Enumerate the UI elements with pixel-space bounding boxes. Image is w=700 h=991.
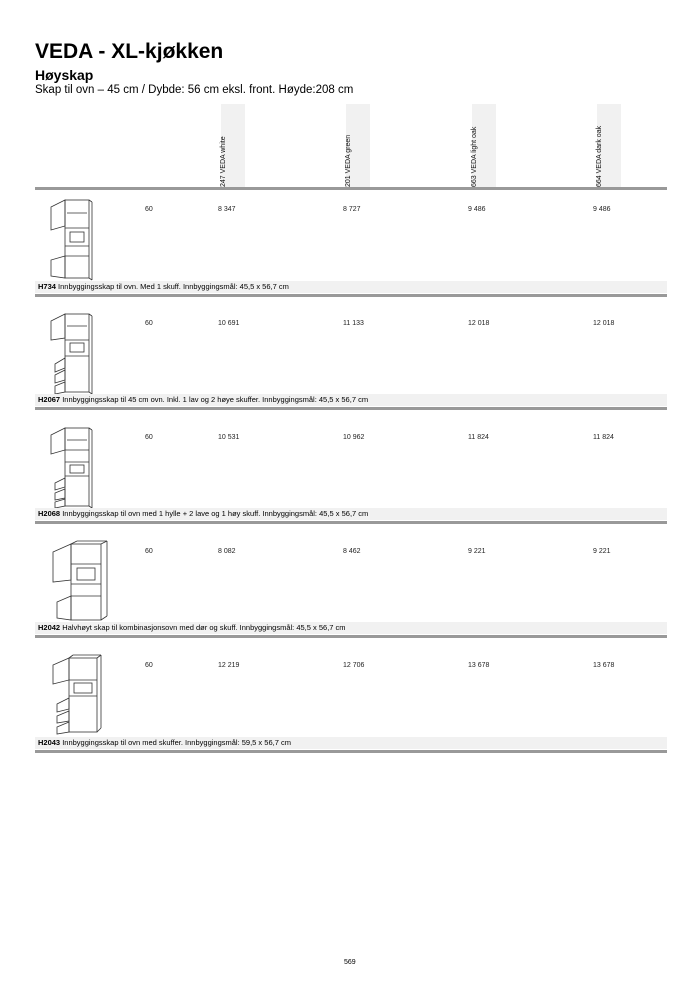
product-name [38, 281, 289, 293]
width-value: 60 [145, 548, 153, 555]
product-name-bar [35, 394, 667, 406]
row-divider [35, 407, 667, 410]
column-header-label: 201 VEDA green [345, 134, 352, 187]
width-value: 60 [145, 662, 153, 669]
product-description: Innbyggingsskap til ovn med skuffer. Innbyggingsmål: 59,5 x 56,7 cm [62, 738, 291, 747]
price-light-oak: 9 486 [468, 206, 486, 213]
row-divider [35, 750, 667, 753]
product-row [35, 190, 667, 298]
row-divider [35, 294, 667, 297]
price-white: 8 347 [218, 206, 236, 213]
price-dark-oak: 13 678 [593, 662, 615, 669]
product-name [38, 508, 368, 520]
price-dark-oak: 12 018 [593, 320, 615, 327]
page-title: VEDA - XL-kjøkken [35, 40, 224, 63]
price-dark-oak: 9 221 [593, 548, 611, 555]
price-light-oak: 13 678 [468, 662, 490, 669]
product-code: H2043 [38, 738, 61, 747]
price-light-oak: 12 018 [468, 320, 490, 327]
product-name-bar [35, 622, 667, 634]
product-code: H2067 [38, 395, 61, 404]
product-row [35, 418, 667, 526]
price-green: 8 727 [343, 206, 361, 213]
product-name [38, 737, 291, 749]
tall-oven-cabinet-1-drawer-icon [47, 198, 93, 282]
price-green: 12 706 [343, 662, 365, 669]
product-code: H2068 [38, 509, 61, 518]
column-header-label: 247 VEDA white [220, 136, 227, 187]
product-name-bar [35, 281, 667, 293]
section-subtitle: Høyskap [35, 67, 94, 83]
price-white: 10 691 [218, 320, 240, 327]
tall-oven-cabinet-3-drawers-icon [47, 312, 93, 396]
product-code: H734 [38, 282, 56, 291]
product-row [35, 646, 667, 754]
tall-oven-cabinet-drawers-icon [47, 652, 103, 736]
product-name [38, 622, 346, 634]
column-header-label: 664 VEDA dark oak [596, 125, 603, 187]
half-high-combi-oven-cabinet-icon [47, 538, 111, 624]
width-value: 60 [145, 434, 153, 441]
product-name-bar [35, 508, 667, 520]
product-name [38, 394, 368, 406]
price-green: 11 133 [343, 320, 364, 327]
tall-oven-cabinet-shelf-drawers-icon [47, 426, 93, 510]
row-divider [35, 635, 667, 638]
price-dark-oak: 9 486 [593, 206, 611, 213]
width-value: 60 [145, 320, 153, 327]
product-row [35, 532, 667, 640]
product-description: Halvhøyt skap til kombinasjonsovn med dør og skuff. Innbyggingsmål: 45,5 x 56,7 cm [62, 623, 346, 632]
row-divider [35, 521, 667, 524]
width-value: 60 [145, 206, 153, 213]
price-dark-oak: 11 824 [593, 434, 614, 441]
price-green: 10 962 [343, 434, 365, 441]
product-name-bar [35, 737, 667, 749]
product-description: Innbyggingsskap til ovn med 1 hylle + 2 lave og 1 høy skuff. Innbyggingsmål: 45,5 x 56,7 cm [62, 509, 369, 518]
price-light-oak: 11 824 [468, 434, 489, 441]
product-code: H2042 [38, 623, 61, 632]
section-description: Skap til ovn – 45 cm / Dybde: 56 cm eksl. front. Høyde:208 cm [35, 84, 354, 96]
price-white: 10 531 [218, 434, 240, 441]
product-description: Innbyggingsskap til ovn. Med 1 skuff. Innbyggingsmål: 45,5 x 56,7 cm [58, 282, 289, 291]
price-white: 12 219 [218, 662, 240, 669]
product-row [35, 304, 667, 412]
page-number: 569 [344, 959, 356, 966]
price-light-oak: 9 221 [468, 548, 486, 555]
price-white: 8 082 [218, 548, 236, 555]
price-green: 8 462 [343, 548, 361, 555]
product-description: Innbyggingsskap til 45 cm ovn. Inkl. 1 lav og 2 høye skuffer. Innbyggingsmål: 45,5 x 56,7 cm [62, 395, 369, 404]
column-header-label: 663 VEDA light oak [471, 126, 478, 187]
